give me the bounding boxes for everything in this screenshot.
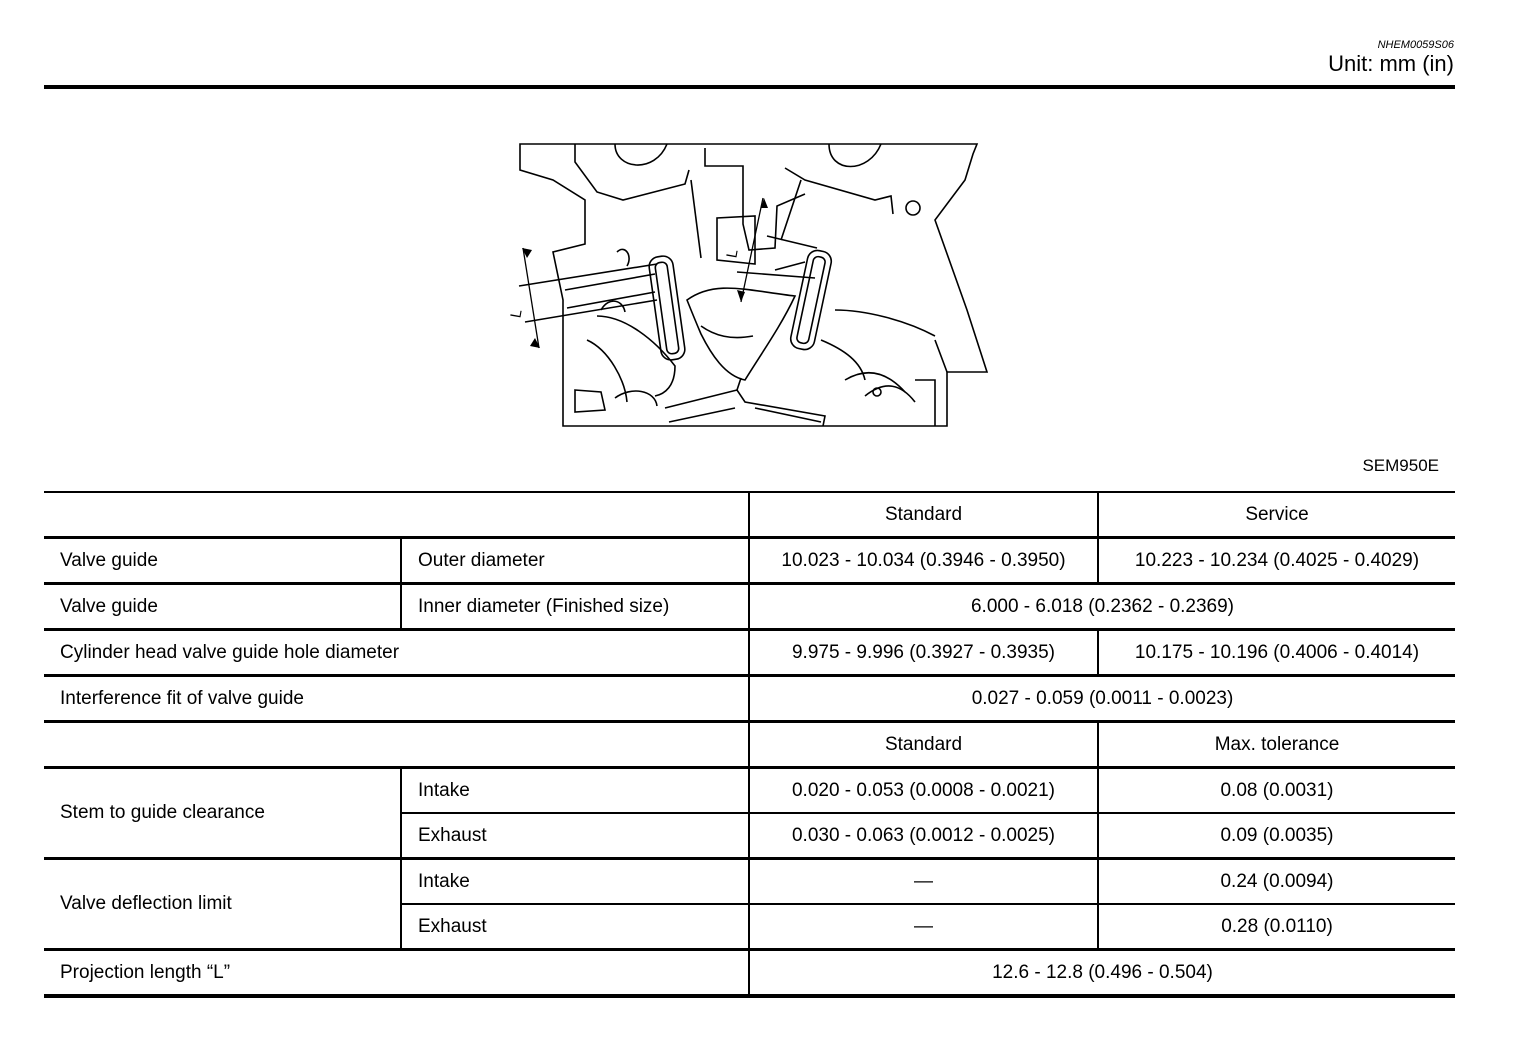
row-max: 0.24 (0.0094) xyxy=(1098,859,1455,905)
unit-label: Unit: mm (in) xyxy=(1328,51,1454,76)
row-standard: — xyxy=(749,859,1098,905)
row-service: 10.175 - 10.196 (0.4006 - 0.4014) xyxy=(1098,630,1455,676)
row-max: 0.28 (0.0110) xyxy=(1098,904,1455,950)
dimension-label-left: L xyxy=(507,308,526,320)
table-subheader-row xyxy=(44,722,1455,768)
row-label: Stem to guide clearance xyxy=(44,768,401,859)
header-standard: Standard xyxy=(749,492,1098,538)
table-row xyxy=(44,950,1455,997)
row-max: 0.09 (0.0035) xyxy=(1098,813,1455,859)
row-label: Valve deflection limit xyxy=(44,859,401,950)
row-label: Valve guide xyxy=(44,584,401,630)
table-row xyxy=(44,859,1455,905)
row-label: Interference fit of valve guide xyxy=(44,676,749,722)
figure-code: SEM950E xyxy=(1362,456,1439,475)
row-sublabel: Intake xyxy=(401,859,749,905)
cylinder-head-diagram xyxy=(505,140,995,432)
table-row xyxy=(44,630,1455,676)
row-standard: 0.020 - 0.053 (0.0008 - 0.0021) xyxy=(749,768,1098,814)
table-row xyxy=(44,768,1455,814)
row-label: Cylinder head valve guide hole diameter xyxy=(44,630,749,676)
row-value: 0.027 - 0.059 (0.0011 - 0.0023) xyxy=(749,676,1455,722)
row-sublabel: Outer diameter xyxy=(401,538,749,584)
document-code: NHEM0059S06 xyxy=(1377,39,1454,51)
row-standard: 0.030 - 0.063 (0.0012 - 0.0025) xyxy=(749,813,1098,859)
row-sublabel: Inner diameter (Finished size) xyxy=(401,584,749,630)
row-service: 10.223 - 10.234 (0.4025 - 0.4029) xyxy=(1098,538,1455,584)
header-max-tolerance: Max. tolerance xyxy=(1098,722,1455,768)
table-header-row xyxy=(44,492,1455,538)
row-value: 6.000 - 6.018 (0.2362 - 0.2369) xyxy=(749,584,1455,630)
row-standard: — xyxy=(749,904,1098,950)
table-row xyxy=(44,584,1455,630)
row-standard: 9.975 - 9.996 (0.3927 - 0.3935) xyxy=(749,630,1098,676)
row-standard: 10.023 - 10.034 (0.3946 - 0.3950) xyxy=(749,538,1098,584)
row-max: 0.08 (0.0031) xyxy=(1098,768,1455,814)
header-service: Service xyxy=(1098,492,1455,538)
row-sublabel: Exhaust xyxy=(401,904,749,950)
valve-guide-spec-table xyxy=(44,491,1455,998)
row-value: 12.6 - 12.8 (0.496 - 0.504) xyxy=(749,950,1455,997)
row-label: Valve guide xyxy=(44,538,401,584)
table-row xyxy=(44,676,1455,722)
header-rule xyxy=(44,85,1455,89)
row-sublabel: Exhaust xyxy=(401,813,749,859)
table-row xyxy=(44,538,1455,584)
row-label: Projection length “L” xyxy=(44,950,749,997)
row-sublabel: Intake xyxy=(401,768,749,814)
header-standard-2: Standard xyxy=(749,722,1098,768)
dimension-label-center: L xyxy=(723,248,742,260)
